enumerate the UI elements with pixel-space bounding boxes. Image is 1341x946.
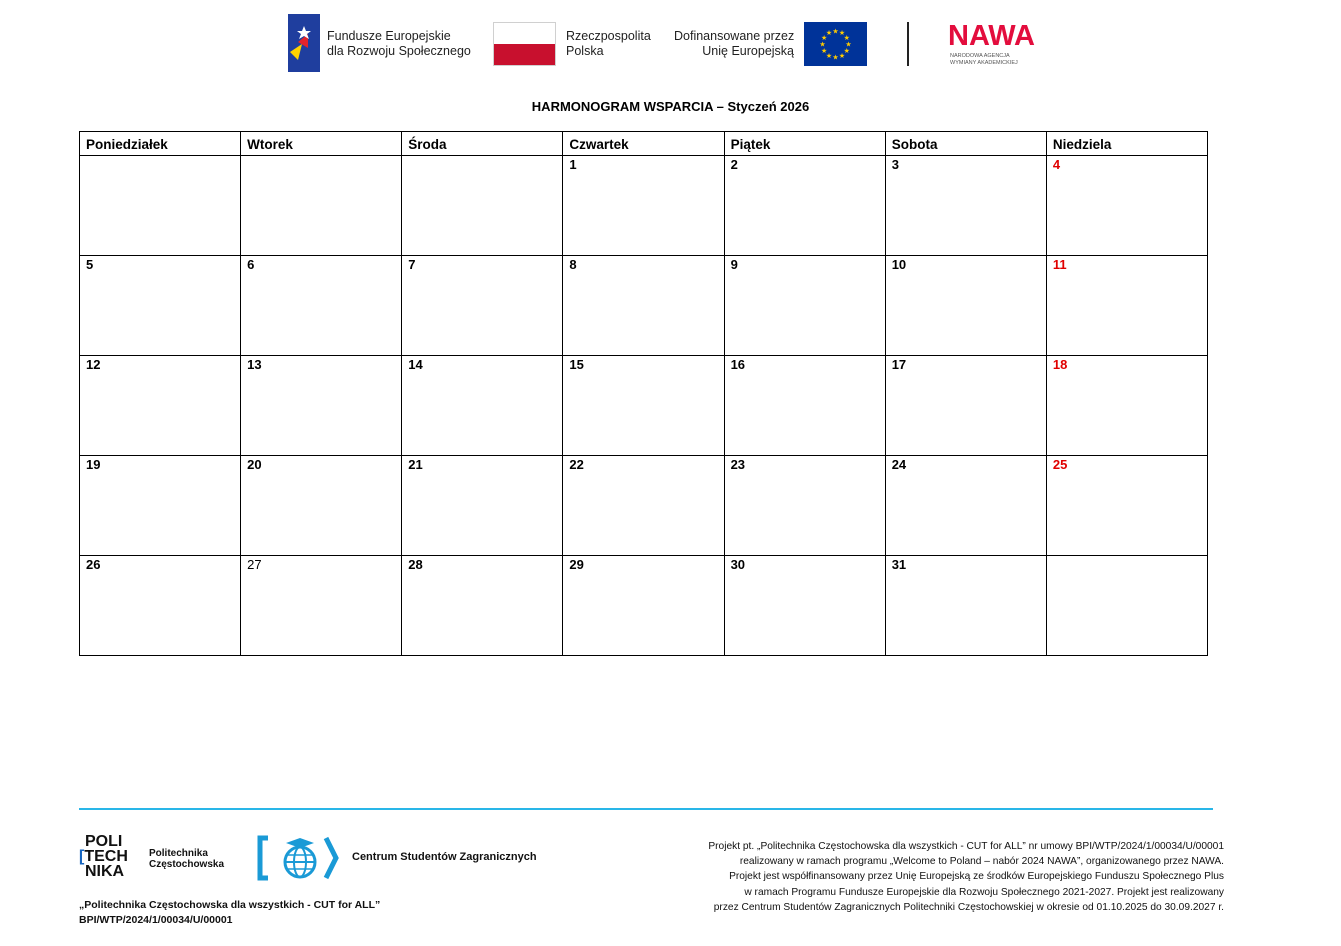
page-title: HARMONOGRAM WSPARCIA – Styczeń 2026 xyxy=(531,99,810,114)
project-description xyxy=(708,839,1224,915)
calendar-day-cell: 31 xyxy=(885,556,1046,656)
calendar-day-cell: 14 xyxy=(402,356,563,456)
centrum-studentow-logo xyxy=(256,834,536,882)
polish-flag-icon xyxy=(493,22,556,66)
eu-star-icon: ★ xyxy=(845,41,852,49)
nawa-logo xyxy=(948,22,1058,70)
fe-line2: dla Rozwoju Społecznego xyxy=(327,44,471,58)
calendar-day-cell: 21 xyxy=(402,456,563,556)
calendar-day-cell: 5 xyxy=(80,256,241,356)
calendar-day-cell xyxy=(80,156,241,256)
pol-mark-l2: TECH xyxy=(84,848,128,865)
eu-star-icon: ★ xyxy=(832,54,839,62)
calendar-day-cell: 15 xyxy=(563,356,724,456)
project-desc-line: Projekt jest współfinansowany przez Unię Europejską ze środków Europejskiego Funduszu Społecznego Plus xyxy=(729,871,1224,883)
calendar-sunday-cell: 4 xyxy=(1046,156,1207,256)
project-desc-line: Projekt pt. „Politechnika Częstochowska dla wszystkich - CUT for ALL” nr umowy BPI/WTP/2024/1/00034/U/00001 xyxy=(708,841,1224,852)
calendar-day-cell: 20 xyxy=(241,456,402,556)
eu-star-icon: ★ xyxy=(825,30,833,38)
calendar-sunday-cell: 11 xyxy=(1046,256,1207,356)
calendar-day-cell: 3 xyxy=(885,156,1046,256)
eu-star-icon: ★ xyxy=(838,30,846,38)
calendar-day-cell: 9 xyxy=(724,256,885,356)
calendar-day-cell: 7 xyxy=(402,256,563,356)
eu-star-icon: ★ xyxy=(821,48,828,55)
logo-strip xyxy=(288,14,1058,72)
calendar-day-cell: 12 xyxy=(80,356,241,456)
calendar-day-cell xyxy=(241,156,402,256)
globe-graduation-icon xyxy=(256,834,348,882)
project-desc-line: przez Centrum Studentów Zagranicznych Politechniki Częstochowskiej w okresie od 01.10.2025 do 30.09.2027 r. xyxy=(713,901,1224,913)
calendar-week-row xyxy=(80,356,1208,456)
calendar-day-cell xyxy=(402,156,563,256)
calendar-day-cell: 13 xyxy=(241,356,402,456)
pol-mark-l1: POLI xyxy=(85,833,123,850)
nawa-sub1: NARODOWA AGENCJA xyxy=(950,53,1010,59)
pol-mark-l3: NIKA xyxy=(85,863,125,880)
rp-line1: Rzeczpospolita xyxy=(566,29,651,43)
calendar-week-row xyxy=(80,456,1208,556)
calendar-week-row xyxy=(80,156,1208,256)
project-left-line1: „Politechnika Częstochowska dla wszystkich - CUT for ALL” xyxy=(79,899,381,911)
eu-star-icon: ★ xyxy=(825,52,833,60)
politechnika-logo xyxy=(79,834,249,882)
calendar-day-cell: 26 xyxy=(80,556,241,656)
day-header-monday: Poniedziałek xyxy=(80,132,241,156)
eu-line1: Dofinansowane przez xyxy=(674,29,795,43)
day-header-tuesday: Wtorek xyxy=(241,132,402,156)
calendar-sunday-cell: 18 xyxy=(1046,356,1207,456)
fundusze-europejskie-logo xyxy=(288,14,483,72)
calendar-day-cell: 19 xyxy=(80,456,241,556)
calendar-day-cell: 28 xyxy=(402,556,563,656)
eu-star-icon: ★ xyxy=(838,52,846,60)
eu-star-icon: ★ xyxy=(843,35,850,42)
day-header-wednesday: Środa xyxy=(402,132,563,156)
fe-flag-icon xyxy=(288,14,320,72)
calendar-day-cell: 17 xyxy=(885,356,1046,456)
nawa-sub2: WYMIANY AKADEMICKIEJ xyxy=(950,60,1018,66)
calendar-week-row xyxy=(80,556,1208,656)
rzeczpospolita-logo xyxy=(493,22,658,66)
calendar-day-cell: 10 xyxy=(885,256,1046,356)
day-header-thursday: Czwartek xyxy=(563,132,724,156)
day-header-sunday: Niedziela xyxy=(1046,132,1207,156)
nawa-wordmark: NAWA xyxy=(948,20,1035,52)
calendar-week-row xyxy=(80,256,1208,356)
pol-name-line1: Politechnika xyxy=(149,848,208,859)
calendar-day-cell: 8 xyxy=(563,256,724,356)
centrum-name: Centrum Studentów Zagranicznych xyxy=(352,851,537,863)
calendar-day-cell: 27 xyxy=(241,556,402,656)
calendar-header-row xyxy=(80,132,1208,156)
footer-divider xyxy=(79,808,1213,810)
calendar-day-cell: 2 xyxy=(724,156,885,256)
calendar-sunday-cell xyxy=(1046,556,1207,656)
day-header-friday: Piątek xyxy=(724,132,885,156)
calendar-day-cell: 30 xyxy=(724,556,885,656)
project-title-left xyxy=(79,898,380,928)
project-desc-line: w ramach Programu Fundusze Europejskie dla Rozwoju Społecznego 2021-2027. Projekt jest realizowany xyxy=(744,886,1224,898)
eu-star-icon: ★ xyxy=(832,28,839,36)
calendar-day-cell: 29 xyxy=(563,556,724,656)
politechnika-mark: POLI [TECH NIKA xyxy=(79,833,128,880)
pol-name-line2: Częstochowska xyxy=(149,859,225,870)
calendar-day-cell: 23 xyxy=(724,456,885,556)
project-desc-line: realizowany w ramach programu „Welcome to Poland – nabór 2024 NAWA”, organizowanego przez NAWA. xyxy=(739,856,1224,868)
project-left-line2: BPI/WTP/2024/1/00034/U/00001 xyxy=(79,914,233,926)
fe-line1: Fundusze Europejskie xyxy=(327,29,451,43)
rp-line2: Polska xyxy=(566,44,604,58)
calendar-day-cell: 22 xyxy=(563,456,724,556)
calendar-table xyxy=(79,131,1208,656)
eu-star-icon: ★ xyxy=(819,41,826,49)
eu-star-icon: ★ xyxy=(821,35,828,42)
eu-cofinanced-logo xyxy=(674,22,869,66)
calendar-day-cell: 1 xyxy=(563,156,724,256)
eu-line2: Unię Europejską xyxy=(702,44,794,58)
calendar-day-cell: 16 xyxy=(724,356,885,456)
logo-separator xyxy=(907,22,909,66)
calendar-sunday-cell: 25 xyxy=(1046,456,1207,556)
eu-flag-icon xyxy=(804,22,867,66)
calendar-day-cell: 24 xyxy=(885,456,1046,556)
calendar-day-cell: 6 xyxy=(241,256,402,356)
day-header-saturday: Sobota xyxy=(885,132,1046,156)
eu-star-icon: ★ xyxy=(843,48,850,55)
